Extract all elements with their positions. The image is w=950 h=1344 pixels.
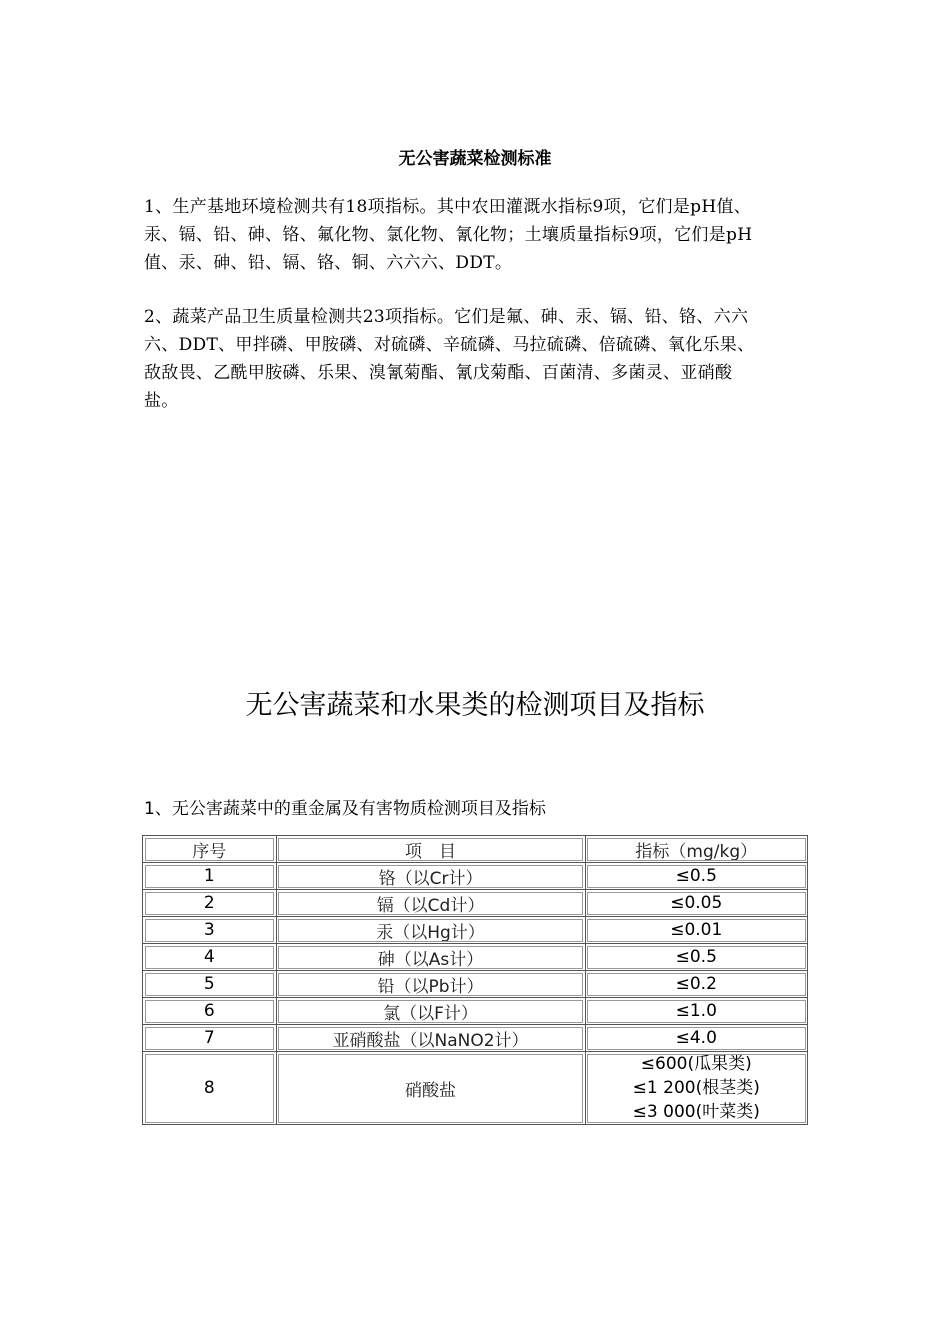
value-root: ≤1 200(根茎类) <box>632 1078 760 1098</box>
cell-value: ≤1.0 <box>585 998 807 1025</box>
value-leaf: ≤3 000(叶菜类) <box>632 1102 760 1122</box>
cell-value: ≤0.5 <box>585 944 807 971</box>
cell-item: 砷（以As计） <box>276 944 585 971</box>
cell-item: 硝酸盐 <box>276 1052 585 1125</box>
section-title: 无公害蔬菜和水果类的检测项目及指标 <box>245 690 705 721</box>
value-melon: ≤600(瓜果类) <box>640 1054 752 1074</box>
cell-no: 7 <box>143 1025 277 1052</box>
header-value: 指标（mg/kg） <box>585 836 807 863</box>
cell-item: 铅（以Pb计） <box>276 971 585 998</box>
table-caption: 1、无公害蔬菜中的重金属及有害物质检测项目及指标 <box>144 799 546 819</box>
cell-value: ≤0.05 <box>585 890 807 917</box>
table-row <box>143 944 808 971</box>
cell-item: 氯（以F计） <box>276 998 585 1025</box>
cell-no: 1 <box>143 863 277 890</box>
cell-item: 汞（以Hg计） <box>276 917 585 944</box>
cell-no: 8 <box>143 1052 277 1125</box>
paragraph-product-quality: 2、蔬菜产品卫生质量检测共23项指标。它们是氟、砷、汞、镉、铅、铬、六六六、DDT、甲拌磷、甲胺磷、对硫磷、辛硫磷、马拉硫磷、倍硫磷、氧化乐果、敌敌畏、乙酰甲胺磷、乐果、溴氰菊酯、氰戊菊酯、百菌清、多菌灵、亚硝酸盐。 <box>144 307 755 411</box>
cell-value: ≤0.2 <box>585 971 807 998</box>
cell-item: 亚硝酸盐（以NaNO2计） <box>276 1025 585 1052</box>
cell-value: ≤0.5 <box>585 863 807 890</box>
cell-item: 铬（以Cr计） <box>276 863 585 890</box>
cell-no: 4 <box>143 944 277 971</box>
cell-item: 镉（以Cd计） <box>276 890 585 917</box>
table-row <box>143 998 808 1025</box>
table-row <box>143 917 808 944</box>
table-header-row <box>143 836 808 863</box>
table-row <box>143 971 808 998</box>
heavy-metal-table <box>142 835 808 1125</box>
cell-value: ≤4.0 <box>585 1025 807 1052</box>
cell-no: 3 <box>143 917 277 944</box>
header-item: 项 目 <box>276 836 585 863</box>
table-row <box>143 890 808 917</box>
cell-no: 2 <box>143 890 277 917</box>
table-row <box>143 1025 808 1052</box>
table-row <box>143 1052 808 1125</box>
doc-title: 无公害蔬菜检测标准 <box>398 149 552 169</box>
header-no: 序号 <box>143 836 277 863</box>
cell-no: 6 <box>143 998 277 1025</box>
paragraph-environment: 1、生产基地环境检测共有18项指标。其中农田灌溉水指标9项，它们是pH值、汞、镉、铅、砷、铬、氟化物、氯化物、氰化物；土壤质量指标9项，它们是pH值、汞、砷、铅、镉、铬、铜、六六六、DDT。 <box>144 197 753 273</box>
cell-value-multi <box>585 1052 807 1125</box>
cell-value: ≤0.01 <box>585 917 807 944</box>
cell-no: 5 <box>143 971 277 998</box>
table-row <box>143 863 808 890</box>
